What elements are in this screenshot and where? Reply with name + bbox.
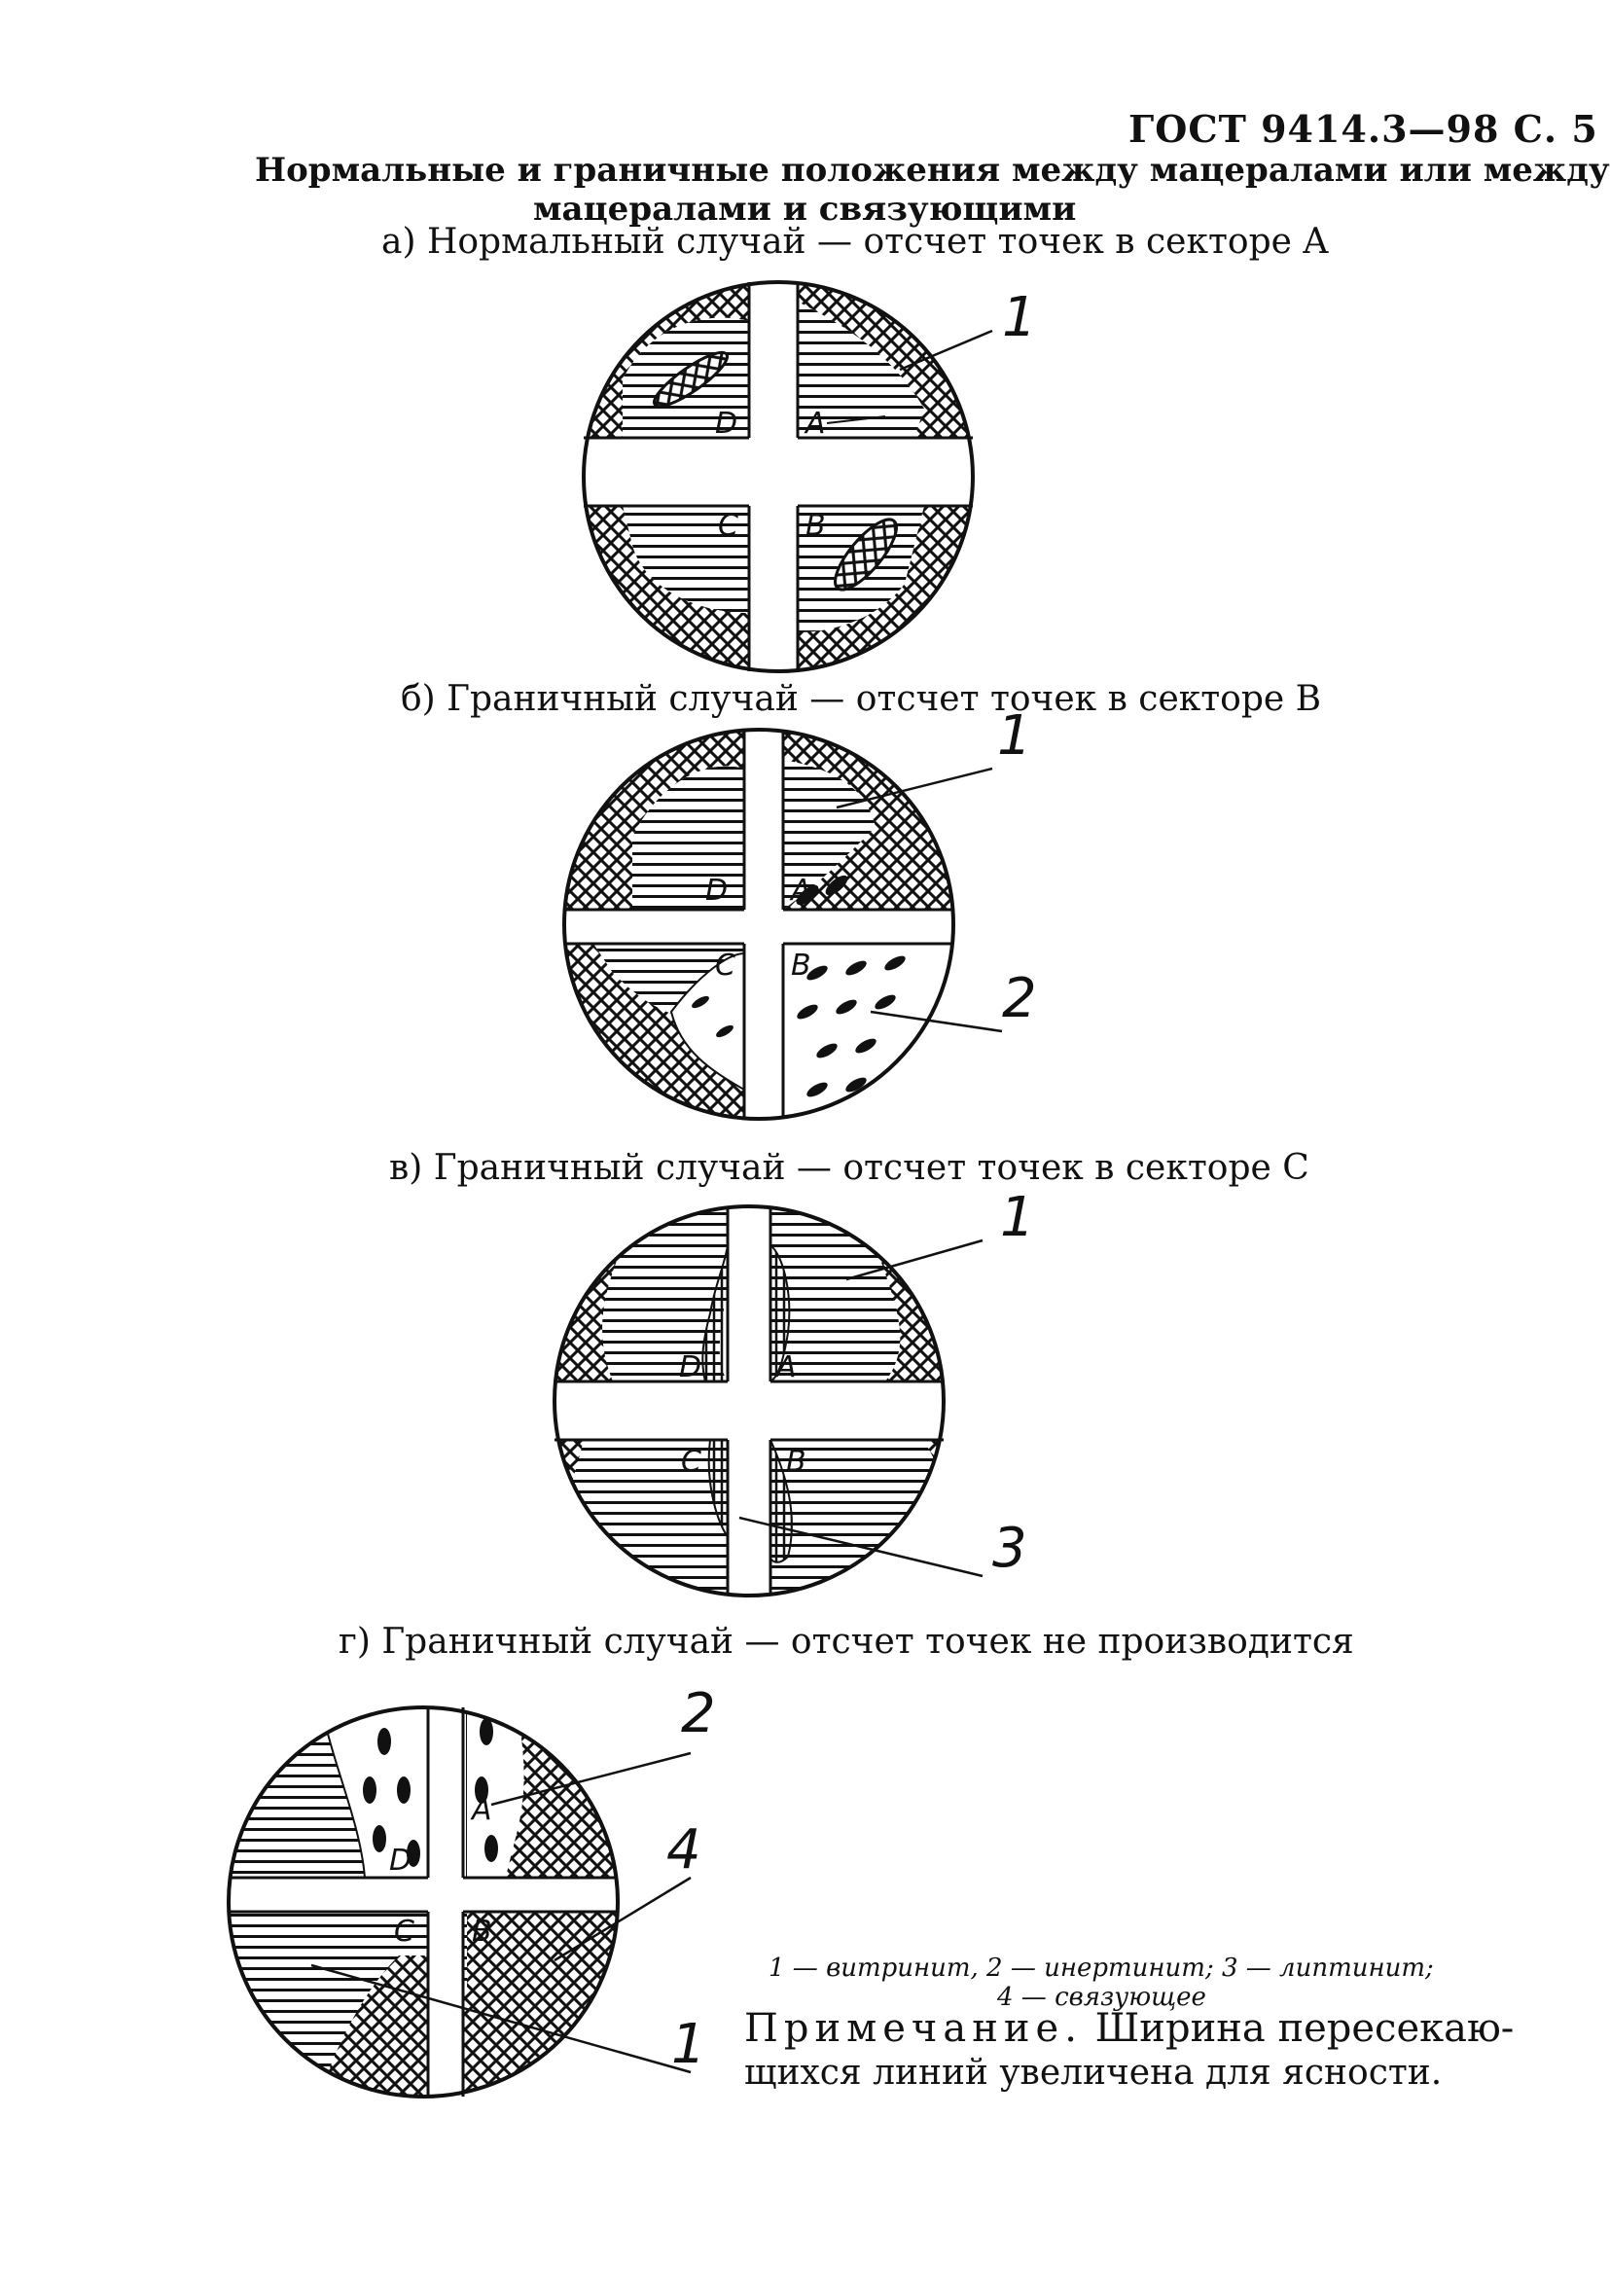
figure-c-label-b: B <box>786 1445 806 1479</box>
figure-b-label-d: D <box>705 874 729 908</box>
note-line-2: щихся линий увеличена для ясности. <box>744 2053 1443 2093</box>
page-title-line-2: мацералами и связующими <box>533 190 1077 229</box>
figure-a-label-c: C <box>718 509 738 543</box>
note-label: Примечание. <box>744 2006 1083 2051</box>
figure-c-caption: в) Граничный случай — отсчет точек в секторе C <box>389 1148 1309 1188</box>
figure-b-callout-1: 1 <box>997 704 1032 768</box>
figure-a-callout-1: 1 <box>1002 286 1037 349</box>
figure-d-callout-1: 1 <box>671 2013 706 2076</box>
figure-a-label-b: B <box>805 509 826 543</box>
page-title-line-1: Нормальные и граничные положения между мацералами или между <box>255 151 1610 190</box>
figure-a-diagram <box>564 263 1037 691</box>
figure-b-label-b: B <box>791 949 811 983</box>
figure-d-label-b: B <box>472 1915 492 1949</box>
legend-line-2: 4 — связующее <box>997 1983 1206 2012</box>
note-line-1 <box>744 2006 1514 2051</box>
note-line-1-text: Ширина пересекаю- <box>1094 2006 1515 2051</box>
figure-b-diagram <box>555 704 1041 1129</box>
figure-a-label-d: D <box>715 407 738 441</box>
figure-b-caption: б) Граничный случай — отсчет точек в секторе B <box>401 679 1322 719</box>
figure-d-label-c: C <box>394 1915 414 1949</box>
figure-c-label-d: D <box>679 1350 702 1384</box>
figure-c-diagram <box>555 1187 1060 1615</box>
figure-d-diagram <box>224 1664 730 2140</box>
figure-c-label-c: C <box>681 1445 701 1479</box>
figure-a-label-a: A <box>805 407 826 441</box>
figure-b-callout-2: 2 <box>1002 967 1037 1030</box>
figure-d-label-a: A <box>472 1793 492 1827</box>
figure-d-callout-2: 2 <box>681 1682 716 1745</box>
figure-d-label-d: D <box>389 1844 412 1878</box>
legend-line-1: 1 — витринит, 2 — инертинит; 3 — липтинит; <box>769 1954 1434 1983</box>
figure-b-label-c: C <box>715 949 735 983</box>
figure-c-callout-1: 1 <box>1000 1186 1035 1249</box>
figure-d-caption: г) Граничный случай — отсчет точек не производится <box>339 1622 1354 1662</box>
figure-c-callout-3: 3 <box>992 1517 1027 1580</box>
figure-d-callout-4: 4 <box>666 1818 701 1882</box>
figure-b-label-a: A <box>791 874 811 908</box>
document-header: ГОСТ 9414.3—98 С. 5 <box>1128 107 1598 151</box>
figure-a-caption: а) Нормальный случай — отсчет точек в секторе A <box>381 222 1329 262</box>
figure-c-label-a: A <box>776 1350 797 1384</box>
